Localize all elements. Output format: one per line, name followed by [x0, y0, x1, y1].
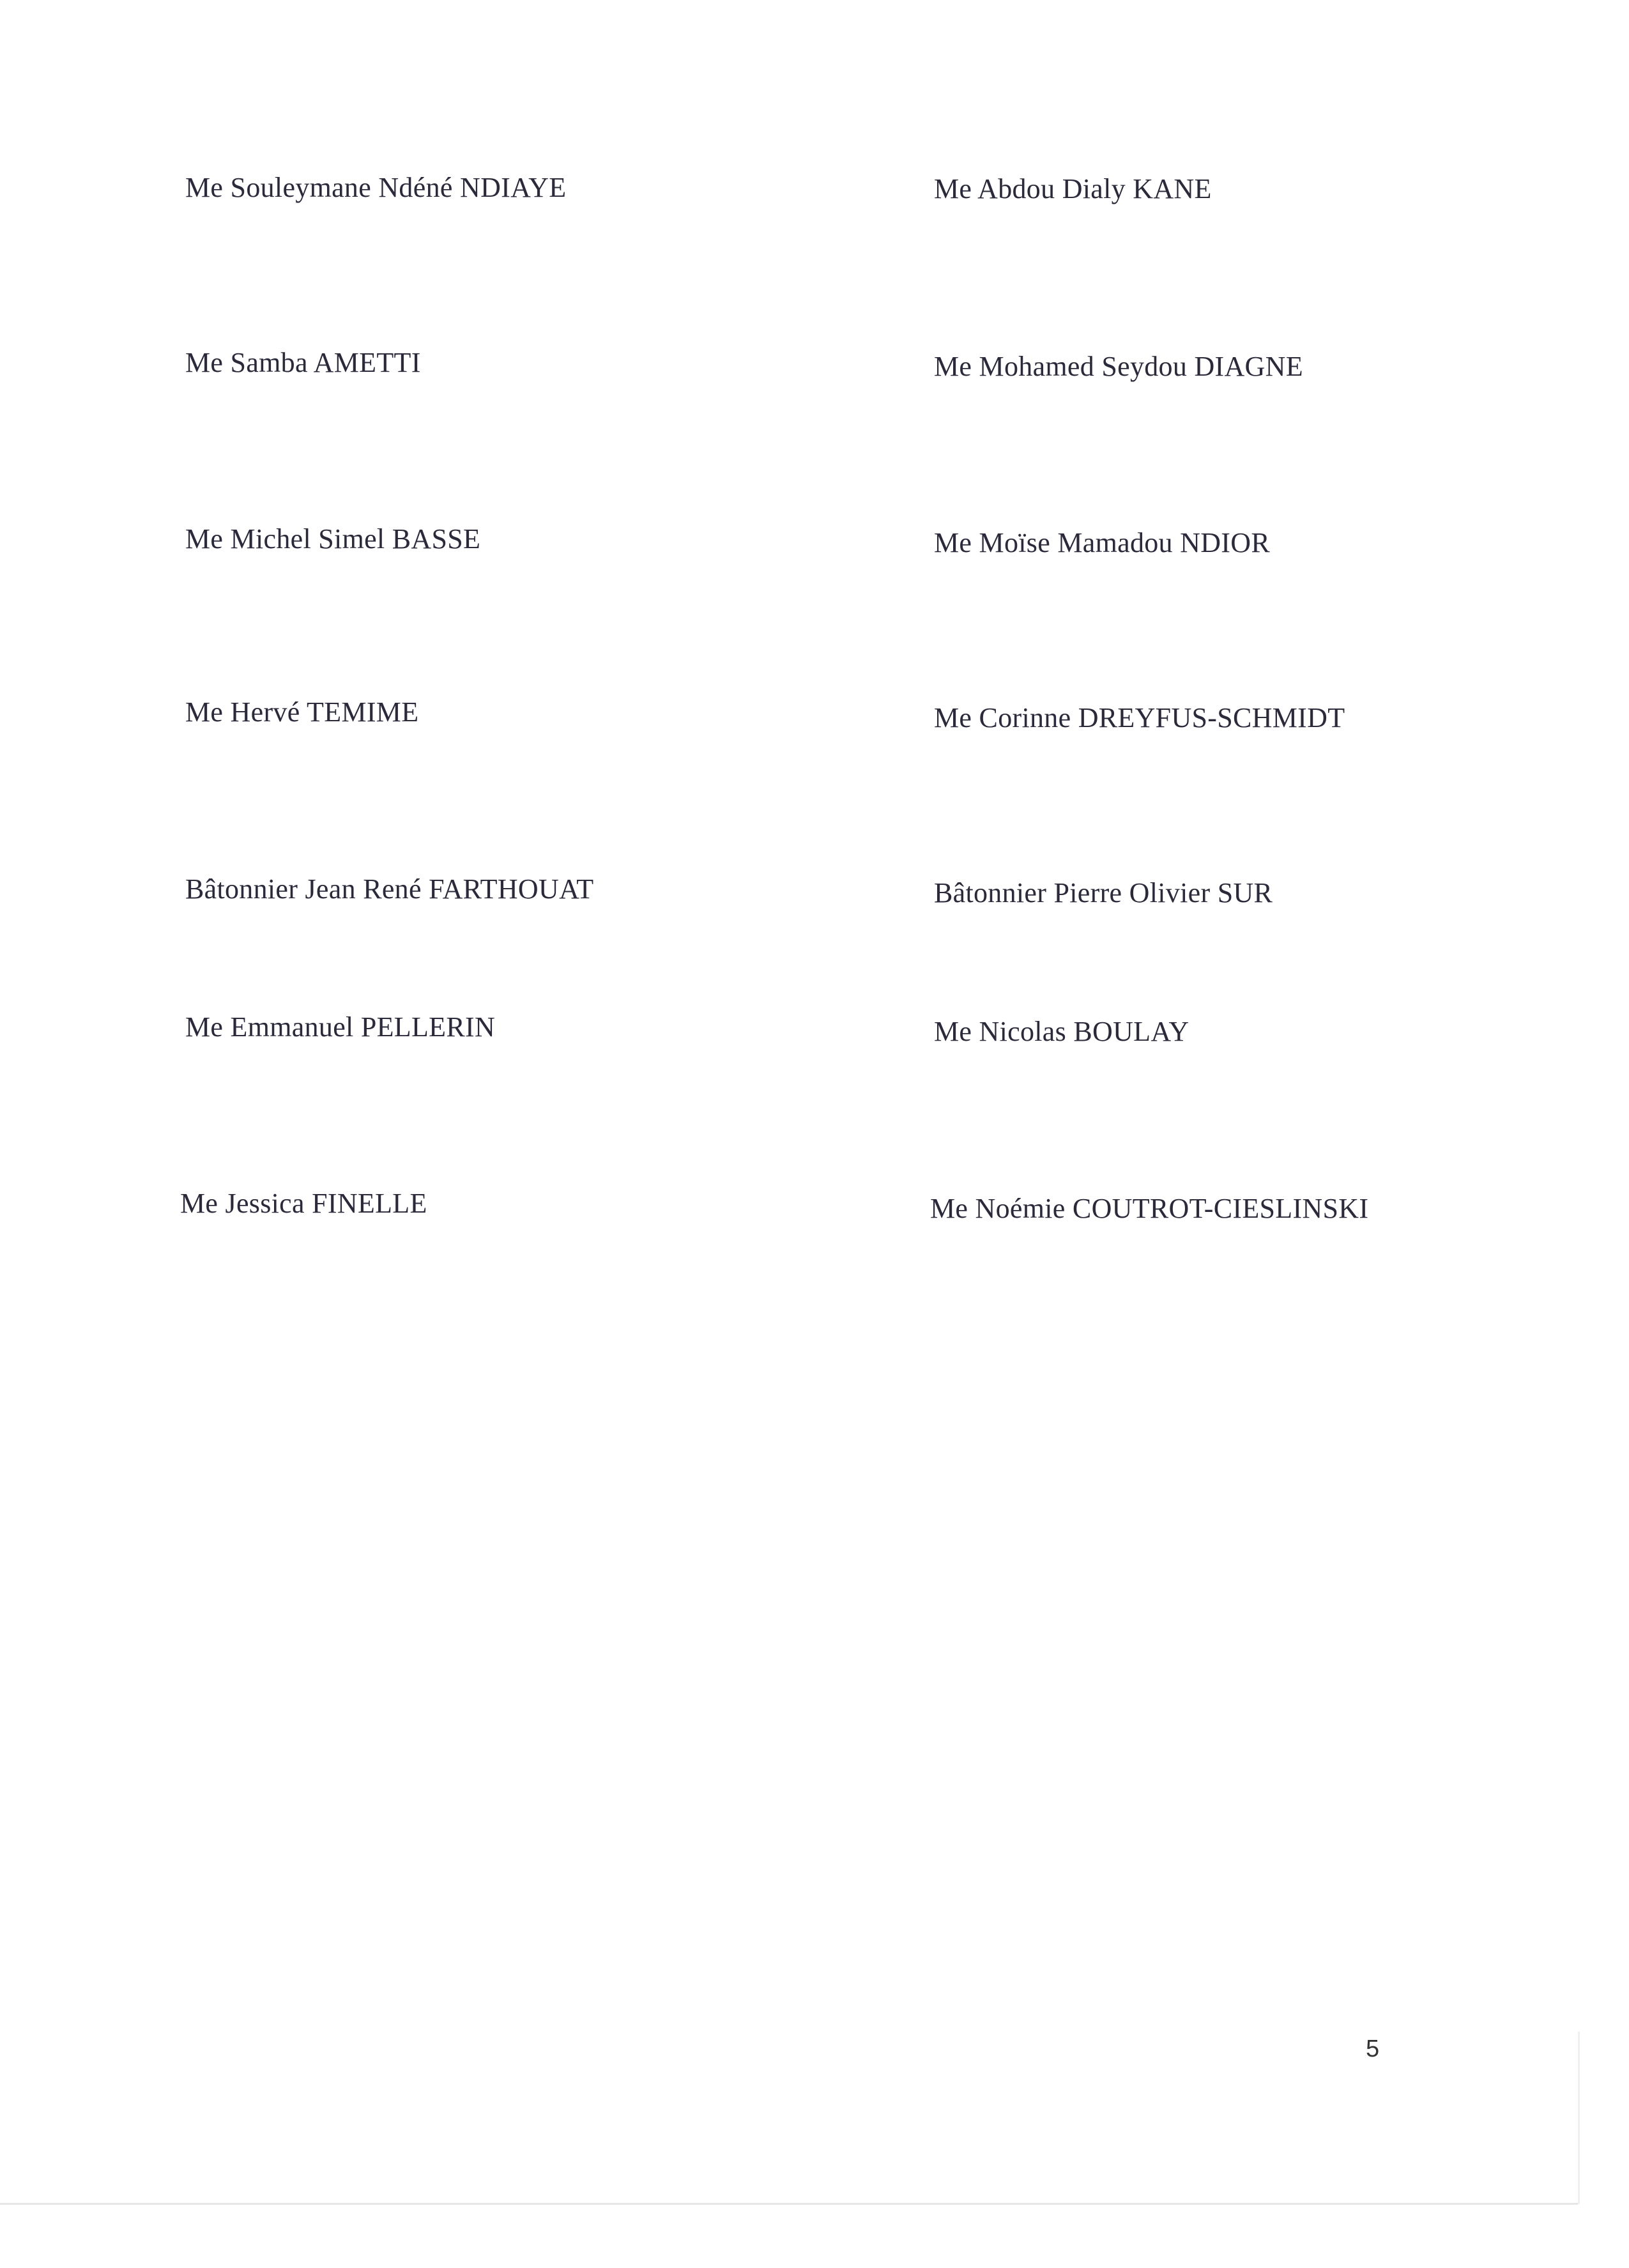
signatory-name: Me Emmanuel PELLERIN	[185, 1011, 496, 1043]
signatory-name: Me Michel Simel BASSE	[185, 523, 481, 555]
signatory-name: Me Mohamed Seydou DIAGNE	[934, 351, 1303, 382]
page-number: 5	[1366, 2035, 1380, 2062]
signatory-name: Me Samba AMETTI	[185, 347, 421, 378]
scan-edge-line	[0, 2203, 1578, 2205]
signatory-name: Bâtonnier Pierre Olivier SUR	[934, 877, 1273, 908]
signatory-name: Me Corinne DREYFUS-SCHMIDT	[934, 702, 1345, 733]
signatory-name: Me Souleymane Ndéné NDIAYE	[185, 172, 567, 203]
signatory-name: Me Hervé TEMIME	[185, 696, 419, 728]
signatory-name: Me Noémie COUTROT-CIESLINSKI	[930, 1193, 1369, 1224]
signatory-name: Me Abdou Dialy KANE	[934, 173, 1212, 204]
signatory-name: Bâtonnier Jean René FARTHOUAT	[185, 873, 594, 905]
signatory-name: Me Nicolas BOULAY	[934, 1016, 1189, 1047]
scan-edge-line	[1578, 2032, 1580, 2204]
signatory-name: Me Jessica FINELLE	[180, 1188, 427, 1219]
signatory-name: Me Moïse Mamadou NDIOR	[934, 527, 1270, 558]
